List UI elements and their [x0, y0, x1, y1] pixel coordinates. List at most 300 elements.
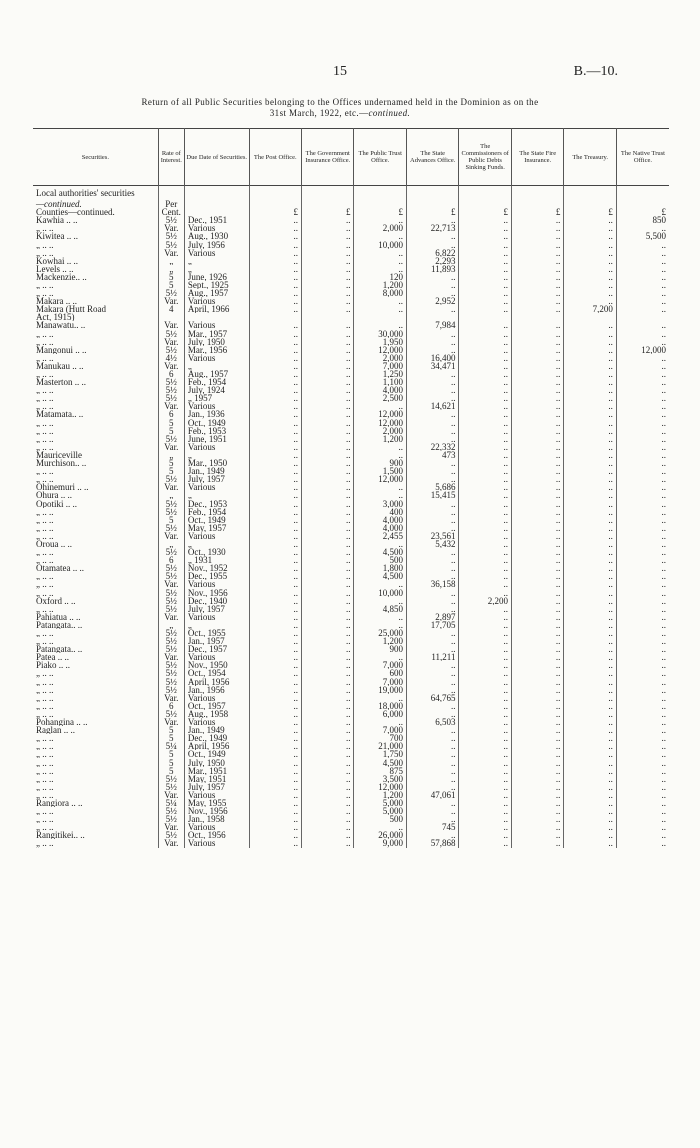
- public-trust-amount: 8,000: [354, 289, 406, 297]
- interest-rate: „: [158, 257, 184, 265]
- post-office-amount: ..: [249, 589, 301, 597]
- interest-rate: 5½: [158, 216, 184, 224]
- due-date: Nov., 1956: [184, 807, 249, 815]
- security-name: „ .. ..: [36, 839, 54, 848]
- table-row: [33, 435, 669, 443]
- state-fire-amount: ..: [511, 346, 563, 354]
- native-trust-amount: ..: [616, 589, 669, 597]
- post-office-amount: ..: [249, 791, 301, 799]
- post-office-amount: ..: [249, 305, 301, 313]
- post-office-amount: ..: [249, 216, 301, 224]
- security-name: „ .. ..: [36, 280, 54, 290]
- sinking-funds-amount: ..: [459, 613, 511, 621]
- post-office-amount: ..: [249, 532, 301, 540]
- due-date: July, 1956: [184, 240, 249, 248]
- table-row: [33, 540, 669, 548]
- interest-rate: 5: [158, 467, 184, 475]
- government-insurance-amount: ..: [302, 321, 354, 329]
- due-date: Various: [184, 224, 249, 232]
- public-trust-amount: 7,000: [354, 362, 406, 370]
- post-office-amount: ..: [249, 265, 301, 273]
- table-row: [33, 273, 669, 281]
- public-trust-amount: ..: [354, 621, 406, 629]
- state-fire-amount: ..: [511, 653, 563, 661]
- government-insurance-amount: ..: [302, 354, 354, 362]
- state-advances-amount: ..: [406, 645, 458, 653]
- table-row: [33, 645, 669, 653]
- security-name: Makara .. ..: [36, 297, 77, 306]
- public-trust-amount: [354, 186, 406, 201]
- security-name: Kowhai .. ..: [36, 256, 78, 265]
- government-insurance-amount: ..: [302, 435, 354, 443]
- state-fire-amount: ..: [511, 216, 563, 224]
- state-fire-amount: ..: [511, 613, 563, 621]
- sinking-funds-amount: ..: [459, 224, 511, 232]
- interest-rate: 5½: [158, 589, 184, 597]
- state-fire-amount: ..: [511, 435, 563, 443]
- column-header: The Public Trust Office.: [354, 129, 406, 186]
- post-office-amount: ..: [249, 686, 301, 694]
- treasury-amount: ..: [564, 621, 616, 629]
- state-fire-amount: ..: [511, 370, 563, 378]
- government-insurance-amount: ..: [302, 281, 354, 289]
- due-date: Dec., 1957: [184, 645, 249, 653]
- due-date: Various: [184, 354, 249, 362]
- state-fire-amount: ..: [511, 750, 563, 758]
- table-row: [33, 710, 669, 718]
- native-trust-amount: ..: [616, 661, 669, 669]
- interest-rate: 4: [158, 305, 184, 313]
- interest-rate: [158, 186, 184, 201]
- sinking-funds-amount: ..: [459, 702, 511, 710]
- treasury-amount: ..: [564, 702, 616, 710]
- due-date: Oct., 1956: [184, 831, 249, 839]
- government-insurance-amount: ..: [302, 718, 354, 726]
- public-trust-amount: 12,000: [354, 419, 406, 427]
- post-office-amount: ..: [249, 459, 301, 467]
- interest-rate: 5½: [158, 330, 184, 338]
- due-date: Dec., 1951: [184, 216, 249, 224]
- public-trust-amount: 10,000: [354, 589, 406, 597]
- state-advances-amount: 22,713: [406, 224, 458, 232]
- public-trust-amount: 2,455: [354, 532, 406, 540]
- sinking-funds-amount: ..: [459, 548, 511, 556]
- security-name: Patangata.. ..: [36, 645, 83, 654]
- interest-rate: 5: [158, 734, 184, 742]
- table-row: [33, 186, 669, 201]
- government-insurance-amount: ..: [302, 265, 354, 273]
- post-office-amount: ..: [249, 443, 301, 451]
- public-trust-amount: 5,000: [354, 799, 406, 807]
- security-name: „ .. ..: [36, 515, 54, 524]
- state-advances-amount: 23,561: [406, 532, 458, 540]
- state-advances-amount: ..: [406, 467, 458, 475]
- native-trust-amount: ..: [616, 265, 669, 273]
- due-date: July, 1957: [184, 605, 249, 613]
- public-trust-amount: 7,000: [354, 726, 406, 734]
- public-trust-amount: 3,500: [354, 775, 406, 783]
- sinking-funds-amount: ..: [459, 257, 511, 265]
- treasury-amount: ..: [564, 645, 616, 653]
- public-trust-amount: ..: [354, 402, 406, 410]
- interest-rate: 6: [158, 370, 184, 378]
- sinking-funds-amount: ..: [459, 354, 511, 362]
- security-name: Manawatu.. ..: [36, 321, 86, 330]
- state-advances-amount: ..: [406, 767, 458, 775]
- native-trust-amount: ..: [616, 273, 669, 281]
- sinking-funds-amount: ..: [459, 378, 511, 386]
- government-insurance-amount: ..: [302, 362, 354, 370]
- state-advances-amount: 15,415: [406, 491, 458, 499]
- state-fire-amount: ..: [511, 321, 563, 329]
- public-trust-amount: 10,000: [354, 240, 406, 248]
- due-date: Dec., 1955: [184, 572, 249, 580]
- due-date: Various: [184, 297, 249, 305]
- interest-rate: 5½: [158, 572, 184, 580]
- table-row: [33, 321, 669, 329]
- state-fire-amount: ..: [511, 645, 563, 653]
- government-insurance-amount: ..: [302, 491, 354, 499]
- post-office-amount: ..: [249, 232, 301, 240]
- table-row: [33, 297, 669, 305]
- state-advances-amount: [406, 200, 458, 208]
- table-row: [33, 394, 669, 402]
- interest-rate: Var.: [158, 443, 184, 451]
- state-fire-amount: [511, 200, 563, 208]
- table-row: [33, 362, 669, 370]
- due-date: Various: [184, 653, 249, 661]
- treasury-amount: ..: [564, 338, 616, 346]
- post-office-amount: ..: [249, 629, 301, 637]
- interest-rate: 6: [158, 556, 184, 564]
- table-row: [33, 807, 669, 815]
- state-fire-amount: ..: [511, 232, 563, 240]
- native-trust-amount: [616, 186, 669, 201]
- post-office-amount: ..: [249, 831, 301, 839]
- state-advances-amount: 16,400: [406, 354, 458, 362]
- post-office-amount: ..: [249, 435, 301, 443]
- table-row: [33, 305, 669, 313]
- public-trust-amount: ..: [354, 265, 406, 273]
- security-name: Manukau .. ..: [36, 361, 84, 370]
- public-trust-amount: ..: [354, 297, 406, 305]
- sinking-funds-amount: ..: [459, 605, 511, 613]
- due-date: „ 1957: [184, 394, 249, 402]
- treasury-amount: ..: [564, 669, 616, 677]
- interest-rate: „: [158, 265, 184, 273]
- table-row: [33, 597, 669, 605]
- state-advances-amount: 6,822: [406, 249, 458, 257]
- sinking-funds-amount: ..: [459, 686, 511, 694]
- interest-rate: 5½: [158, 831, 184, 839]
- government-insurance-amount: ..: [302, 758, 354, 766]
- treasury-amount: ..: [564, 378, 616, 386]
- state-fire-amount: ..: [511, 791, 563, 799]
- page-number: 15: [333, 64, 347, 79]
- table-row: [33, 257, 669, 265]
- interest-rate: 5½: [158, 499, 184, 507]
- table-row: [33, 346, 669, 354]
- state-advances-amount: ..: [406, 589, 458, 597]
- native-trust-amount: ..: [616, 629, 669, 637]
- native-trust-amount: ..: [616, 386, 669, 394]
- security-name: „ .. ..: [36, 823, 54, 832]
- treasury-amount: ..: [564, 589, 616, 597]
- interest-rate: 6: [158, 410, 184, 418]
- public-trust-amount: ..: [354, 451, 406, 459]
- government-insurance-amount: ..: [302, 710, 354, 718]
- interest-rate: „: [158, 491, 184, 499]
- state-advances-amount: 2,293: [406, 257, 458, 265]
- due-date: Various: [184, 443, 249, 451]
- native-trust-amount: ..: [616, 726, 669, 734]
- security-name: „ .. ..: [36, 426, 54, 435]
- state-fire-amount: ..: [511, 516, 563, 524]
- treasury-amount: ..: [564, 419, 616, 427]
- security-name: Opotiki .. ..: [36, 499, 78, 508]
- state-fire-amount: £: [511, 208, 563, 216]
- native-trust-amount: 12,000: [616, 346, 669, 354]
- government-insurance-amount: ..: [302, 378, 354, 386]
- treasury-amount: ..: [564, 661, 616, 669]
- state-fire-amount: ..: [511, 783, 563, 791]
- treasury-amount: ..: [564, 718, 616, 726]
- due-date: [184, 208, 249, 216]
- government-insurance-amount: ..: [302, 791, 354, 799]
- due-date: „: [184, 451, 249, 459]
- government-insurance-amount: ..: [302, 419, 354, 427]
- interest-rate: Var.: [158, 613, 184, 621]
- government-insurance-amount: ..: [302, 645, 354, 653]
- government-insurance-amount: ..: [302, 338, 354, 346]
- interest-rate: 5¼: [158, 742, 184, 750]
- interest-rate: 5½: [158, 597, 184, 605]
- post-office-amount: ..: [249, 605, 301, 613]
- table-row: [33, 613, 669, 621]
- state-fire-amount: ..: [511, 273, 563, 281]
- native-trust-amount: ..: [616, 767, 669, 775]
- post-office-amount: ..: [249, 742, 301, 750]
- state-fire-amount: ..: [511, 281, 563, 289]
- government-insurance-amount: ..: [302, 702, 354, 710]
- government-insurance-amount: ..: [302, 216, 354, 224]
- table-row: [33, 467, 669, 475]
- public-trust-amount: ..: [354, 823, 406, 831]
- security-name: „ .. ..: [36, 701, 54, 710]
- public-trust-amount: 2,000: [354, 427, 406, 435]
- public-trust-amount: 7,000: [354, 678, 406, 686]
- column-header: The Treasury.: [564, 129, 616, 186]
- sinking-funds-amount: ..: [459, 678, 511, 686]
- native-trust-amount: ..: [616, 370, 669, 378]
- public-trust-amount: 6,000: [354, 710, 406, 718]
- sinking-funds-amount: ..: [459, 589, 511, 597]
- state-fire-amount: ..: [511, 742, 563, 750]
- sinking-funds-amount: ..: [459, 459, 511, 467]
- native-trust-amount: ..: [616, 459, 669, 467]
- security-name: „ .. ..: [36, 548, 54, 557]
- security-name: Kiwitea .. ..: [36, 232, 78, 241]
- public-trust-amount: 2,000: [354, 354, 406, 362]
- sinking-funds-amount: ..: [459, 402, 511, 410]
- interest-rate: [158, 313, 184, 321]
- interest-rate: 5½: [158, 637, 184, 645]
- public-trust-amount: 12,000: [354, 475, 406, 483]
- interest-rate: Var.: [158, 718, 184, 726]
- treasury-amount: ..: [564, 459, 616, 467]
- government-insurance-amount: ..: [302, 597, 354, 605]
- public-trust-amount: 4,000: [354, 386, 406, 394]
- treasury-amount: ..: [564, 540, 616, 548]
- state-advances-amount: ..: [406, 338, 458, 346]
- interest-rate: 5½: [158, 661, 184, 669]
- table-row: [33, 767, 669, 775]
- treasury-amount: ..: [564, 394, 616, 402]
- document-reference: B.—10.: [573, 64, 618, 79]
- state-advances-amount: ..: [406, 669, 458, 677]
- interest-rate: 5½: [158, 435, 184, 443]
- post-office-amount: ..: [249, 257, 301, 265]
- native-trust-amount: ..: [616, 475, 669, 483]
- table-row: [33, 386, 669, 394]
- table-row: [33, 823, 669, 831]
- due-date: June, 1951: [184, 435, 249, 443]
- interest-rate: 5½: [158, 394, 184, 402]
- table-row: [33, 637, 669, 645]
- state-fire-amount: ..: [511, 815, 563, 823]
- security-name: Pohangina .. ..: [36, 718, 88, 727]
- table-header-row: [33, 129, 669, 186]
- public-trust-amount: ..: [354, 580, 406, 588]
- sinking-funds-amount: ..: [459, 524, 511, 532]
- state-fire-amount: ..: [511, 402, 563, 410]
- sinking-funds-amount: ..: [459, 629, 511, 637]
- sinking-funds-amount: ..: [459, 443, 511, 451]
- public-trust-amount: ..: [354, 718, 406, 726]
- state-advances-amount: 7,984: [406, 321, 458, 329]
- sinking-funds-amount: ..: [459, 232, 511, 240]
- sinking-funds-amount: ..: [459, 370, 511, 378]
- table-row: [33, 678, 669, 686]
- interest-rate: 5½: [158, 564, 184, 572]
- post-office-amount: ..: [249, 572, 301, 580]
- sinking-funds-amount: ..: [459, 338, 511, 346]
- interest-rate: 5¼: [158, 799, 184, 807]
- public-trust-amount: ..: [354, 694, 406, 702]
- post-office-amount: £: [249, 208, 301, 216]
- public-trust-amount: ..: [354, 249, 406, 257]
- public-trust-amount: ..: [354, 321, 406, 329]
- state-advances-amount: ..: [406, 378, 458, 386]
- table-row: [33, 629, 669, 637]
- due-date: Various: [184, 580, 249, 588]
- due-date: „ 1931: [184, 556, 249, 564]
- post-office-amount: ..: [249, 297, 301, 305]
- due-date: Oct., 1955: [184, 629, 249, 637]
- due-date: Sept., 1925: [184, 281, 249, 289]
- post-office-amount: ..: [249, 758, 301, 766]
- security-name: Raglan .. ..: [36, 726, 75, 735]
- native-trust-amount: ..: [616, 653, 669, 661]
- due-date: Oct., 1949: [184, 516, 249, 524]
- public-trust-amount: 7,000: [354, 661, 406, 669]
- state-advances-amount: ..: [406, 435, 458, 443]
- table-body: [33, 186, 669, 848]
- government-insurance-amount: ..: [302, 605, 354, 613]
- native-trust-amount: ..: [616, 394, 669, 402]
- public-trust-amount: 500: [354, 815, 406, 823]
- government-insurance-amount: ..: [302, 613, 354, 621]
- post-office-amount: ..: [249, 346, 301, 354]
- government-insurance-amount: ..: [302, 831, 354, 839]
- table-row: [33, 200, 669, 208]
- public-trust-amount: 1,200: [354, 791, 406, 799]
- state-advances-amount: ..: [406, 742, 458, 750]
- state-advances-amount: ..: [406, 410, 458, 418]
- post-office-amount: ..: [249, 475, 301, 483]
- security-name: „ .. ..: [36, 418, 54, 427]
- state-fire-amount: ..: [511, 540, 563, 548]
- state-fire-amount: ..: [511, 718, 563, 726]
- security-name: Masterton .. ..: [36, 378, 86, 387]
- sinking-funds-amount: ..: [459, 669, 511, 677]
- native-trust-amount: ..: [616, 791, 669, 799]
- treasury-amount: ..: [564, 556, 616, 564]
- native-trust-amount: ..: [616, 427, 669, 435]
- title-continued: continued.: [368, 108, 411, 118]
- sinking-funds-amount: [459, 313, 511, 321]
- state-advances-amount: ..: [406, 475, 458, 483]
- due-date: April, 1956: [184, 742, 249, 750]
- native-trust-amount: ..: [616, 443, 669, 451]
- interest-rate: Var.: [158, 823, 184, 831]
- state-advances-amount: ..: [406, 799, 458, 807]
- interest-rate: 5: [158, 273, 184, 281]
- security-name: Local authorities' securities: [36, 188, 135, 198]
- sinking-funds-amount: ..: [459, 483, 511, 491]
- interest-rate: 5½: [158, 232, 184, 240]
- post-office-amount: ..: [249, 402, 301, 410]
- native-trust-amount: ..: [616, 281, 669, 289]
- native-trust-amount: 850: [616, 216, 669, 224]
- interest-rate: 5½: [158, 669, 184, 677]
- table-row: [33, 289, 669, 297]
- native-trust-amount: ..: [616, 645, 669, 653]
- state-advances-amount: ..: [406, 572, 458, 580]
- due-date: Various: [184, 402, 249, 410]
- public-trust-amount: 1,200: [354, 435, 406, 443]
- treasury-amount: £: [564, 208, 616, 216]
- sinking-funds-amount: ..: [459, 661, 511, 669]
- state-fire-amount: ..: [511, 589, 563, 597]
- government-insurance-amount: ..: [302, 694, 354, 702]
- treasury-amount: ..: [564, 734, 616, 742]
- native-trust-amount: ..: [616, 410, 669, 418]
- post-office-amount: ..: [249, 354, 301, 362]
- government-insurance-amount: ..: [302, 621, 354, 629]
- sinking-funds-amount: ..: [459, 799, 511, 807]
- state-advances-amount: 6,503: [406, 718, 458, 726]
- native-trust-amount: ..: [616, 556, 669, 564]
- interest-rate: 5½: [158, 710, 184, 718]
- security-name: „ .. ..: [36, 523, 54, 532]
- public-trust-amount: 500: [354, 556, 406, 564]
- state-fire-amount: ..: [511, 572, 563, 580]
- due-date: Jan., 1936: [184, 410, 249, 418]
- post-office-amount: ..: [249, 491, 301, 499]
- security-name: „ .. ..: [36, 815, 54, 824]
- post-office-amount: ..: [249, 338, 301, 346]
